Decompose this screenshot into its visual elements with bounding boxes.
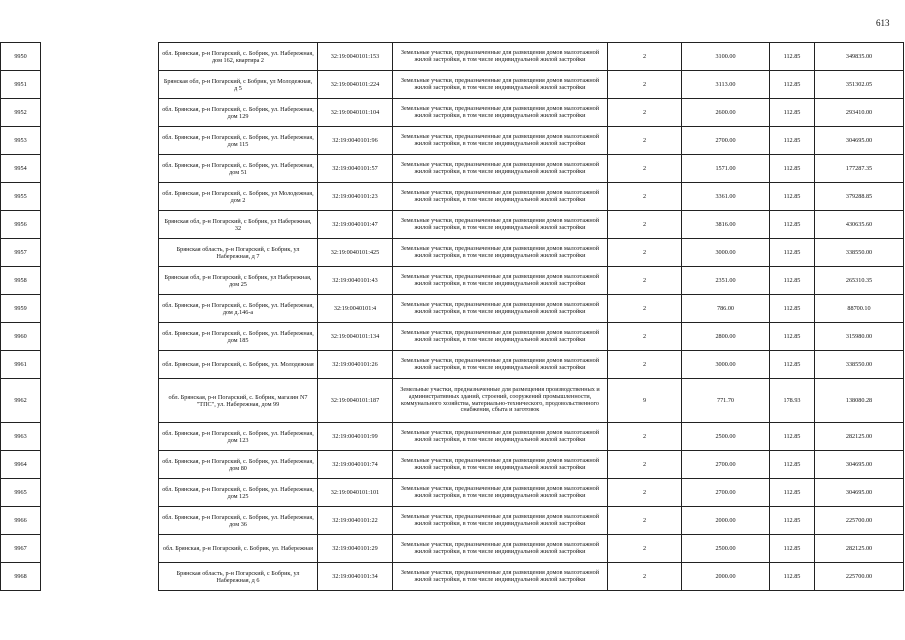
address-cell: обл. Брянская, р-н Погарский, с. Бобрик, ул. Набережная, дом 80 — [159, 451, 318, 479]
address-cell: обл. Брянская, р-н Погарский, с. Бобрик, магазин N7 "ТПС", ул. Набережная, дом 99 — [159, 379, 318, 423]
row-number-cell: 9955 — [1, 183, 41, 211]
cadastral-value-cell: 293410.00 — [815, 99, 904, 127]
cadastral-value-cell: 430635.60 — [815, 211, 904, 239]
rate-cell: 112.85 — [770, 507, 815, 535]
address-cell: обл. Брянская, р-н Погарский, с. Бобрик, ул. Молодежная — [159, 351, 318, 379]
address-cell: обл. Брянская, р-н Погарский, с. Бобрик, ул. Набережная, дом 162, квартира 2 — [159, 43, 318, 71]
table-row — [1, 267, 904, 295]
land-use-cell: Земельные участки, предназначенные для размещения домов малоэтажной жилой застройки, в том числе индивидуальной жилой застройки — [393, 479, 608, 507]
cadastral-value-cell: 282125.00 — [815, 423, 904, 451]
cadastral-number-cell: 32:19:0040101:101 — [318, 479, 393, 507]
area-cell: 3000.00 — [682, 351, 770, 379]
land-use-cell: Земельные участки, предназначенные для размещения домов малоэтажной жилой застройки, в том числе индивидуальной жилой застройки — [393, 507, 608, 535]
gap-cell — [41, 507, 159, 535]
rate-cell: 112.85 — [770, 71, 815, 99]
row-number-cell: 9961 — [1, 351, 41, 379]
address-cell: обл. Брянская, р-н Погарский, с. Бобрик, ул. Набережная, дом 51 — [159, 155, 318, 183]
cadastral-value-cell: 338550.00 — [815, 351, 904, 379]
table-row — [1, 563, 904, 591]
gap-cell — [41, 423, 159, 451]
area-cell: 1571.00 — [682, 155, 770, 183]
area-cell: 2000.00 — [682, 563, 770, 591]
rate-cell: 112.85 — [770, 351, 815, 379]
group-cell: 2 — [608, 127, 682, 155]
group-cell: 2 — [608, 71, 682, 99]
table-row — [1, 323, 904, 351]
row-number-cell: 9956 — [1, 211, 41, 239]
rate-cell: 112.85 — [770, 183, 815, 211]
group-cell: 2 — [608, 351, 682, 379]
cadastral-value-cell: 138080.28 — [815, 379, 904, 423]
cadastral-value-cell: 304695.00 — [815, 479, 904, 507]
cadastral-value-cell: 88700.10 — [815, 295, 904, 323]
cadastral-value-table — [0, 42, 904, 591]
group-cell: 2 — [608, 479, 682, 507]
gap-cell — [41, 451, 159, 479]
row-number-cell: 9962 — [1, 379, 41, 423]
cadastral-number-cell: 32:19:0040101:22 — [318, 507, 393, 535]
rate-cell: 112.85 — [770, 563, 815, 591]
land-use-cell: Земельные участки, предназначенные для размещения домов малоэтажной жилой застройки, в том числе индивидуальной жилой застройки — [393, 127, 608, 155]
land-use-cell: Земельные участки, предназначенные для размещения домов малоэтажной жилой застройки, в том числе индивидуальной жилой застройки — [393, 535, 608, 563]
cadastral-value-cell: 351302.05 — [815, 71, 904, 99]
cadastral-number-cell: 32:19:0040101:47 — [318, 211, 393, 239]
address-cell: Брянская область, р-н Погарский, с Бобрик, ул Набережная, д 6 — [159, 563, 318, 591]
area-cell: 2700.00 — [682, 127, 770, 155]
gap-cell — [41, 267, 159, 295]
group-cell: 2 — [608, 183, 682, 211]
row-number-cell: 9959 — [1, 295, 41, 323]
rate-cell: 112.85 — [770, 323, 815, 351]
address-cell: обл. Брянская, р-н Погарский, с. Бобрик, ул. Набережная, дом 185 — [159, 323, 318, 351]
table-row — [1, 43, 904, 71]
cadastral-number-cell: 32:19:0040101:425 — [318, 239, 393, 267]
land-use-cell: Земельные участки, предназначенные для размещения домов малоэтажной жилой застройки, в том числе индивидуальной жилой застройки — [393, 267, 608, 295]
cadastral-value-cell: 315980.00 — [815, 323, 904, 351]
rate-cell: 112.85 — [770, 127, 815, 155]
table-row — [1, 479, 904, 507]
cadastral-number-cell: 32:19:0040101:57 — [318, 155, 393, 183]
gap-cell — [41, 239, 159, 267]
cadastral-number-cell: 32:19:0040101:187 — [318, 379, 393, 423]
area-cell: 3113.00 — [682, 71, 770, 99]
table-row — [1, 507, 904, 535]
page-number: 613 — [876, 18, 890, 28]
table-row — [1, 535, 904, 563]
gap-cell — [41, 323, 159, 351]
area-cell: 3361.00 — [682, 183, 770, 211]
row-number-cell: 9967 — [1, 535, 41, 563]
cadastral-value-cell: 265310.35 — [815, 267, 904, 295]
rate-cell: 178.93 — [770, 379, 815, 423]
rate-cell: 112.85 — [770, 239, 815, 267]
row-number-cell: 9954 — [1, 155, 41, 183]
land-use-cell: Земельные участки, предназначенные для размещения домов малоэтажной жилой застройки, в том числе индивидуальной жилой застройки — [393, 99, 608, 127]
group-cell: 2 — [608, 99, 682, 127]
table-row — [1, 99, 904, 127]
cadastral-number-cell: 32:19:0040101:74 — [318, 451, 393, 479]
table-row — [1, 379, 904, 423]
land-use-cell: Земельные участки, предназначенные для размещения производственных и административных зданий, строений, сооружений промышленности, коммунального хозяйства, материально-технического, продовольственного снабжения, сбыта и заготовок — [393, 379, 608, 423]
cadastral-number-cell: 32:19:0040101:96 — [318, 127, 393, 155]
gap-cell — [41, 183, 159, 211]
row-number-cell: 9968 — [1, 563, 41, 591]
group-cell: 2 — [608, 267, 682, 295]
row-number-cell: 9963 — [1, 423, 41, 451]
cadastral-value-cell: 349835.00 — [815, 43, 904, 71]
cadastral-value-cell: 177287.35 — [815, 155, 904, 183]
row-number-cell: 9964 — [1, 451, 41, 479]
group-cell: 2 — [608, 155, 682, 183]
cadastral-number-cell: 32:19:0040101:29 — [318, 535, 393, 563]
area-cell: 2000.00 — [682, 507, 770, 535]
group-cell: 2 — [608, 211, 682, 239]
area-cell: 786.00 — [682, 295, 770, 323]
area-cell: 2500.00 — [682, 535, 770, 563]
gap-cell — [41, 127, 159, 155]
land-use-cell: Земельные участки, предназначенные для размещения домов малоэтажной жилой застройки, в том числе индивидуальной жилой застройки — [393, 239, 608, 267]
address-cell: обл. Брянская, р-н Погарский, с. Бобрик, ул. Набережная, дом д.146-а — [159, 295, 318, 323]
rate-cell: 112.85 — [770, 155, 815, 183]
address-cell: Брянская обл, р-н Погарский, с Бобрик, ул Набережная, 32 — [159, 211, 318, 239]
area-cell: 2600.00 — [682, 99, 770, 127]
row-number-cell: 9958 — [1, 267, 41, 295]
area-cell: 2700.00 — [682, 479, 770, 507]
gap-cell — [41, 71, 159, 99]
cadastral-value-cell: 282125.00 — [815, 535, 904, 563]
group-cell: 2 — [608, 295, 682, 323]
cadastral-number-cell: 32:19:0040101:153 — [318, 43, 393, 71]
cadastral-value-cell: 225700.00 — [815, 507, 904, 535]
area-cell: 2800.00 — [682, 323, 770, 351]
cadastral-value-cell: 338550.00 — [815, 239, 904, 267]
rate-cell: 112.85 — [770, 267, 815, 295]
cadastral-value-cell: 379288.85 — [815, 183, 904, 211]
rate-cell: 112.85 — [770, 211, 815, 239]
area-cell: 3000.00 — [682, 239, 770, 267]
rate-cell: 112.85 — [770, 99, 815, 127]
address-cell: обл. Брянская, р-н Погарский, с. Бобрик, ул. Набережная, дом 129 — [159, 99, 318, 127]
table-row — [1, 155, 904, 183]
address-cell: Брянская область, р-н Погарский, с Бобрик, ул Набережная, д 7 — [159, 239, 318, 267]
rate-cell: 112.85 — [770, 479, 815, 507]
table-row — [1, 239, 904, 267]
table-row — [1, 295, 904, 323]
cadastral-number-cell: 32:19:0040101:23 — [318, 183, 393, 211]
gap-cell — [41, 379, 159, 423]
address-cell: обл. Брянская, р-н Погарский, с. Бобрик, ул Молодежная, дом 2 — [159, 183, 318, 211]
row-number-cell: 9960 — [1, 323, 41, 351]
gap-cell — [41, 155, 159, 183]
cadastral-value-cell: 304695.00 — [815, 127, 904, 155]
row-number-cell: 9953 — [1, 127, 41, 155]
table-row — [1, 351, 904, 379]
rate-cell: 112.85 — [770, 423, 815, 451]
gap-cell — [41, 211, 159, 239]
land-use-cell: Земельные участки, предназначенные для размещения домов малоэтажной жилой застройки, в том числе индивидуальной жилой застройки — [393, 43, 608, 71]
table-row — [1, 451, 904, 479]
table-row — [1, 127, 904, 155]
address-cell: Брянская обл, р-н Погарский, с Бобрик, ул Молодежная, д 5 — [159, 71, 318, 99]
gap-cell — [41, 535, 159, 563]
land-use-cell: Земельные участки, предназначенные для размещения домов малоэтажной жилой застройки, в том числе индивидуальной жилой застройки — [393, 155, 608, 183]
land-use-cell: Земельные участки, предназначенные для размещения домов малоэтажной жилой застройки, в том числе индивидуальной жилой застройки — [393, 323, 608, 351]
address-cell: обл. Брянская, р-н Погарский, с. Бобрик, ул. Набережная, дом 125 — [159, 479, 318, 507]
group-cell: 2 — [608, 239, 682, 267]
gap-cell — [41, 295, 159, 323]
cadastral-number-cell: 32:19:0040101:99 — [318, 423, 393, 451]
land-use-cell: Земельные участки, предназначенные для размещения домов малоэтажной жилой застройки, в том числе индивидуальной жилой застройки — [393, 183, 608, 211]
area-cell: 3100.00 — [682, 43, 770, 71]
land-use-cell: Земельные участки, предназначенные для размещения домов малоэтажной жилой застройки, в том числе индивидуальной жилой застройки — [393, 71, 608, 99]
land-use-cell: Земельные участки, предназначенные для размещения домов малоэтажной жилой застройки, в том числе индивидуальной жилой застройки — [393, 295, 608, 323]
land-use-cell: Земельные участки, предназначенные для размещения домов малоэтажной жилой застройки, в том числе индивидуальной жилой застройки — [393, 423, 608, 451]
area-cell: 2351.00 — [682, 267, 770, 295]
row-number-cell: 9966 — [1, 507, 41, 535]
group-cell: 2 — [608, 535, 682, 563]
gap-cell — [41, 43, 159, 71]
address-cell: Брянская обл, р-н Погарский, с Бобрик, ул Набережная, дом 25 — [159, 267, 318, 295]
cadastral-number-cell: 32:19:0040101:43 — [318, 267, 393, 295]
cadastral-number-cell: 32:19:0040101:224 — [318, 71, 393, 99]
gap-cell — [41, 479, 159, 507]
table-row — [1, 211, 904, 239]
area-cell: 3816.00 — [682, 211, 770, 239]
rate-cell: 112.85 — [770, 43, 815, 71]
address-cell: обл. Брянская, р-н Погарский, с. Бобрик, ул. Набережная, дом 123 — [159, 423, 318, 451]
land-use-cell: Земельные участки, предназначенные для размещения домов малоэтажной жилой застройки, в том числе индивидуальной жилой застройки — [393, 451, 608, 479]
row-number-cell: 9951 — [1, 71, 41, 99]
rate-cell: 112.85 — [770, 535, 815, 563]
land-use-cell: Земельные участки, предназначенные для размещения домов малоэтажной жилой застройки, в том числе индивидуальной жилой застройки — [393, 211, 608, 239]
table-row — [1, 71, 904, 99]
address-cell: обл. Брянская, р-н Погарский, с. Бобрик, ул. Набережная, дом 115 — [159, 127, 318, 155]
area-cell: 2500.00 — [682, 423, 770, 451]
group-cell: 2 — [608, 43, 682, 71]
land-use-cell: Земельные участки, предназначенные для размещения домов малоэтажной жилой застройки, в том числе индивидуальной жилой застройки — [393, 351, 608, 379]
group-cell: 2 — [608, 423, 682, 451]
cadastral-value-cell: 225700.00 — [815, 563, 904, 591]
cadastral-value-cell: 304695.00 — [815, 451, 904, 479]
group-cell: 2 — [608, 507, 682, 535]
area-cell: 771.70 — [682, 379, 770, 423]
table-row — [1, 183, 904, 211]
cadastral-number-cell: 32:19:0040101:4 — [318, 295, 393, 323]
cadastral-number-cell: 32:19:0040101:26 — [318, 351, 393, 379]
table-row — [1, 423, 904, 451]
table-body — [1, 43, 904, 591]
group-cell: 2 — [608, 323, 682, 351]
area-cell: 2700.00 — [682, 451, 770, 479]
cadastral-number-cell: 32:19:0040101:34 — [318, 563, 393, 591]
group-cell: 2 — [608, 563, 682, 591]
address-cell: обл. Брянская, р-н Погарский, с. Бобрик, ул. Набережная, дом 36 — [159, 507, 318, 535]
address-cell: обл. Брянская, р-н Погарский, с. Бобрик, ул. Набережная — [159, 535, 318, 563]
row-number-cell: 9952 — [1, 99, 41, 127]
rate-cell: 112.85 — [770, 295, 815, 323]
land-use-cell: Земельные участки, предназначенные для размещения домов малоэтажной жилой застройки, в том числе индивидуальной жилой застройки — [393, 563, 608, 591]
cadastral-number-cell: 32:19:0040101:134 — [318, 323, 393, 351]
cadastral-number-cell: 32:19:0040101:104 — [318, 99, 393, 127]
row-number-cell: 9965 — [1, 479, 41, 507]
group-cell: 9 — [608, 379, 682, 423]
gap-cell — [41, 99, 159, 127]
row-number-cell: 9957 — [1, 239, 41, 267]
gap-cell — [41, 351, 159, 379]
group-cell: 2 — [608, 451, 682, 479]
row-number-cell: 9950 — [1, 43, 41, 71]
gap-cell — [41, 563, 159, 591]
rate-cell: 112.85 — [770, 451, 815, 479]
